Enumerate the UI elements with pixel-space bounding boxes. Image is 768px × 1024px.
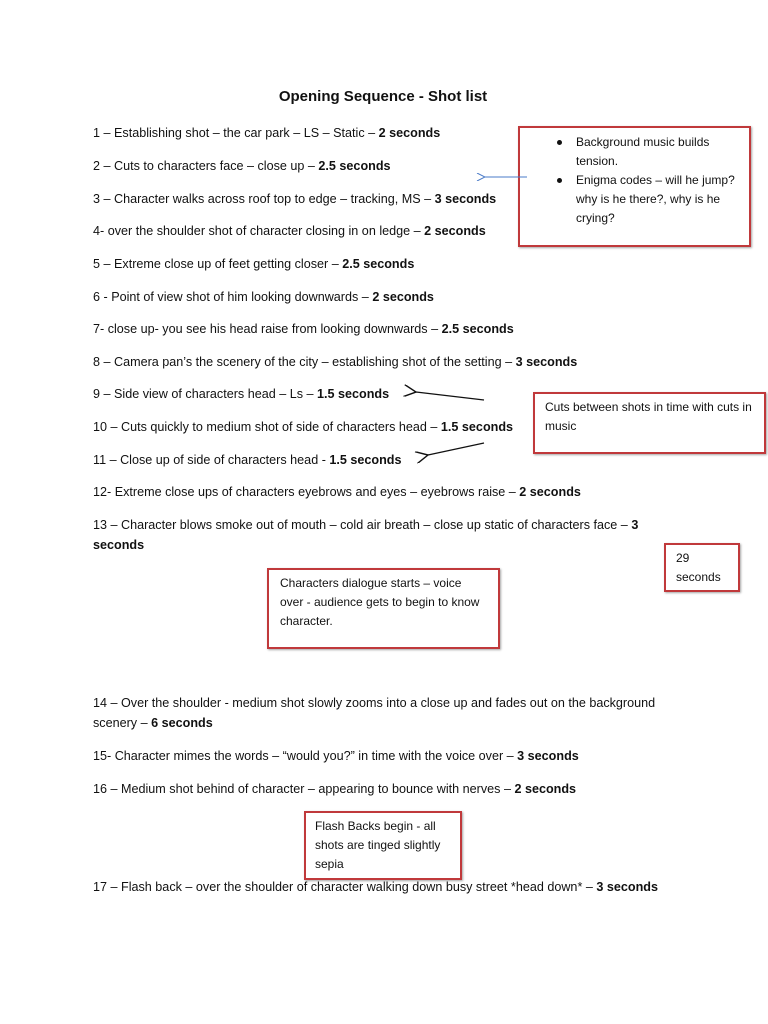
shot-line-3: 3 – Character walks across roof top to edge – tracking, MS – 3 seconds xyxy=(93,192,497,206)
note-cuts-music: Cuts between shots in time with cuts in music xyxy=(533,392,766,454)
shot-line-5: 5 – Extreme close up of feet getting closer – 2.5 seconds xyxy=(93,257,415,271)
shot-line-8: 8 – Camera pan’s the scenery of the city – establishing shot of the setting – 3 seconds xyxy=(93,355,578,369)
note-flashback: Flash Backs begin - all shots are tinged slightly sepia xyxy=(304,811,462,880)
shot-line-10: 10 – Cuts quickly to medium shot of side of characters head – 1.5 seconds xyxy=(93,420,514,434)
shot-line-16: 16 – Medium shot behind of character – appearing to bounce with nerves – 2 seconds xyxy=(93,782,577,796)
shot-line-1: 1 – Establishing shot – the car park – LS – Static – 2 seconds xyxy=(93,126,441,140)
arrow-to-shot-11 xyxy=(428,443,484,455)
shot-line-7: 7- close up- you see his head raise from looking downwards – 2.5 seconds xyxy=(93,322,514,336)
shot-line-6: 6 - Point of view shot of him looking downwards – 2 seconds xyxy=(93,290,434,304)
shot-line-9: 9 – Side view of characters head – Ls – 1.5 seconds xyxy=(93,387,390,401)
note-background-music xyxy=(518,126,751,247)
arrow-to-shot-9 xyxy=(416,392,484,400)
shot-line-14: 14 – Over the shoulder - medium shot slowly zooms into a close up and fades out on the background scenery – 6 seconds xyxy=(93,696,656,730)
shot-line-15: 15- Character mimes the words – “would you?” in time with the voice over – 3 seconds xyxy=(93,749,579,763)
shot-line-11: 11 – Close up of side of characters head - 1.5 seconds xyxy=(93,453,402,467)
shot-line-13: 13 – Character blows smoke out of mouth – cold air breath – close up static of characters face – 3 seconds xyxy=(93,518,639,552)
shot-line-12: 12- Extreme close ups of characters eyebrows and eyes – eyebrows raise – 2 seconds xyxy=(93,485,581,499)
shot-line-4: 4- over the shoulder shot of character closing in on ledge – 2 seconds xyxy=(93,224,486,238)
note-dialogue: Characters dialogue starts – voice over - audience gets to begin to know character. xyxy=(267,568,500,649)
shot-line-2: 2 – Cuts to characters face – close up – 2.5 seconds xyxy=(93,159,391,173)
note-total-time: 29 seconds xyxy=(664,543,740,592)
note-music-item-2: Enigma codes – will he jump? why is he there?, why is he crying? xyxy=(576,171,749,228)
shot-line-17: 17 – Flash back – over the shoulder of character walking down busy street *head down* – 3 seconds xyxy=(93,880,658,894)
note-music-item-1: Background music builds tension. xyxy=(576,133,749,171)
page-title: Opening Sequence - Shot list xyxy=(278,88,488,105)
